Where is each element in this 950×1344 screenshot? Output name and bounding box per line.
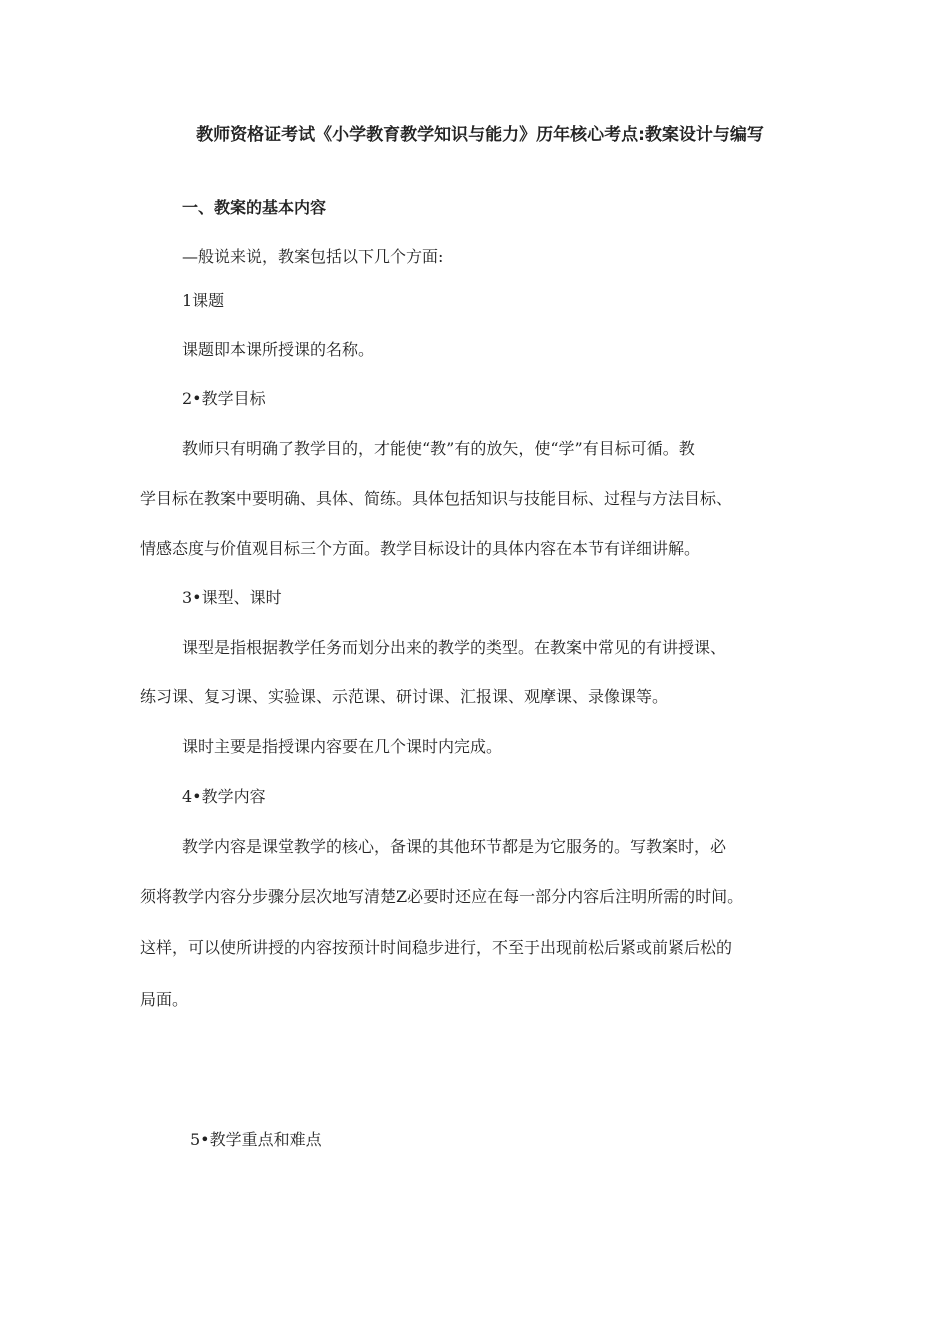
paragraph-line: 教学内容是课堂教学的核心，备课的其他环节都是为它服务的。写教案时，必 — [182, 837, 727, 856]
intro-paragraph: —般说来说，教案包括以下几个方面: — [182, 247, 444, 266]
item-heading-objectives: 2•教学目标 — [182, 389, 266, 408]
item-heading-lesson-type: 3•课型、课时 — [182, 588, 282, 607]
item-text-topic: 课题即本课所授课的名称。 — [182, 340, 375, 359]
paragraph-line: 这样，可以使所讲授的内容按预计时间稳步进行，不至于出现前松后紧或前紧后松的 — [140, 938, 733, 957]
item-heading-key-points: 5•教学重点和难点 — [190, 1130, 322, 1149]
document-title: 教师资格证考试《小学教育教学知识与能力》历年核心考点:教案设计与编写 — [196, 125, 764, 145]
paragraph-line: 学目标在教案中要明确、具体、简练。具体包括知识与技能目标、过程与方法目标、 — [140, 489, 733, 508]
paragraph-line: 须将教学内容分步骤分层次地写清楚Z必要时还应在每一部分内容后注明所需的时间。 — [140, 887, 744, 906]
paragraph-line: 教师只有明确了教学目的，才能使“教”有的放矢，使“学”有目标可循。教 — [182, 439, 695, 458]
paragraph-line: 课型是指根据教学任务而划分出来的教学的类型。在教案中常见的有讲授课、 — [182, 638, 727, 657]
paragraph-line: 情感态度与价值观目标三个方面。教学目标设计的具体内容在本节有详细讲解。 — [140, 539, 701, 558]
section-heading: 一、教案的基本内容 — [182, 198, 327, 217]
item-heading-topic: 1课题 — [182, 291, 225, 310]
paragraph-line: 局面。 — [140, 990, 189, 1009]
paragraph-line: 课时主要是指授课内容要在几个课时内完成。 — [182, 737, 503, 756]
item-heading-content: 4•教学内容 — [182, 787, 266, 806]
paragraph-line: 练习课、复习课、实验课、示范课、研讨课、汇报课、观摩课、录像课等。 — [140, 687, 669, 706]
